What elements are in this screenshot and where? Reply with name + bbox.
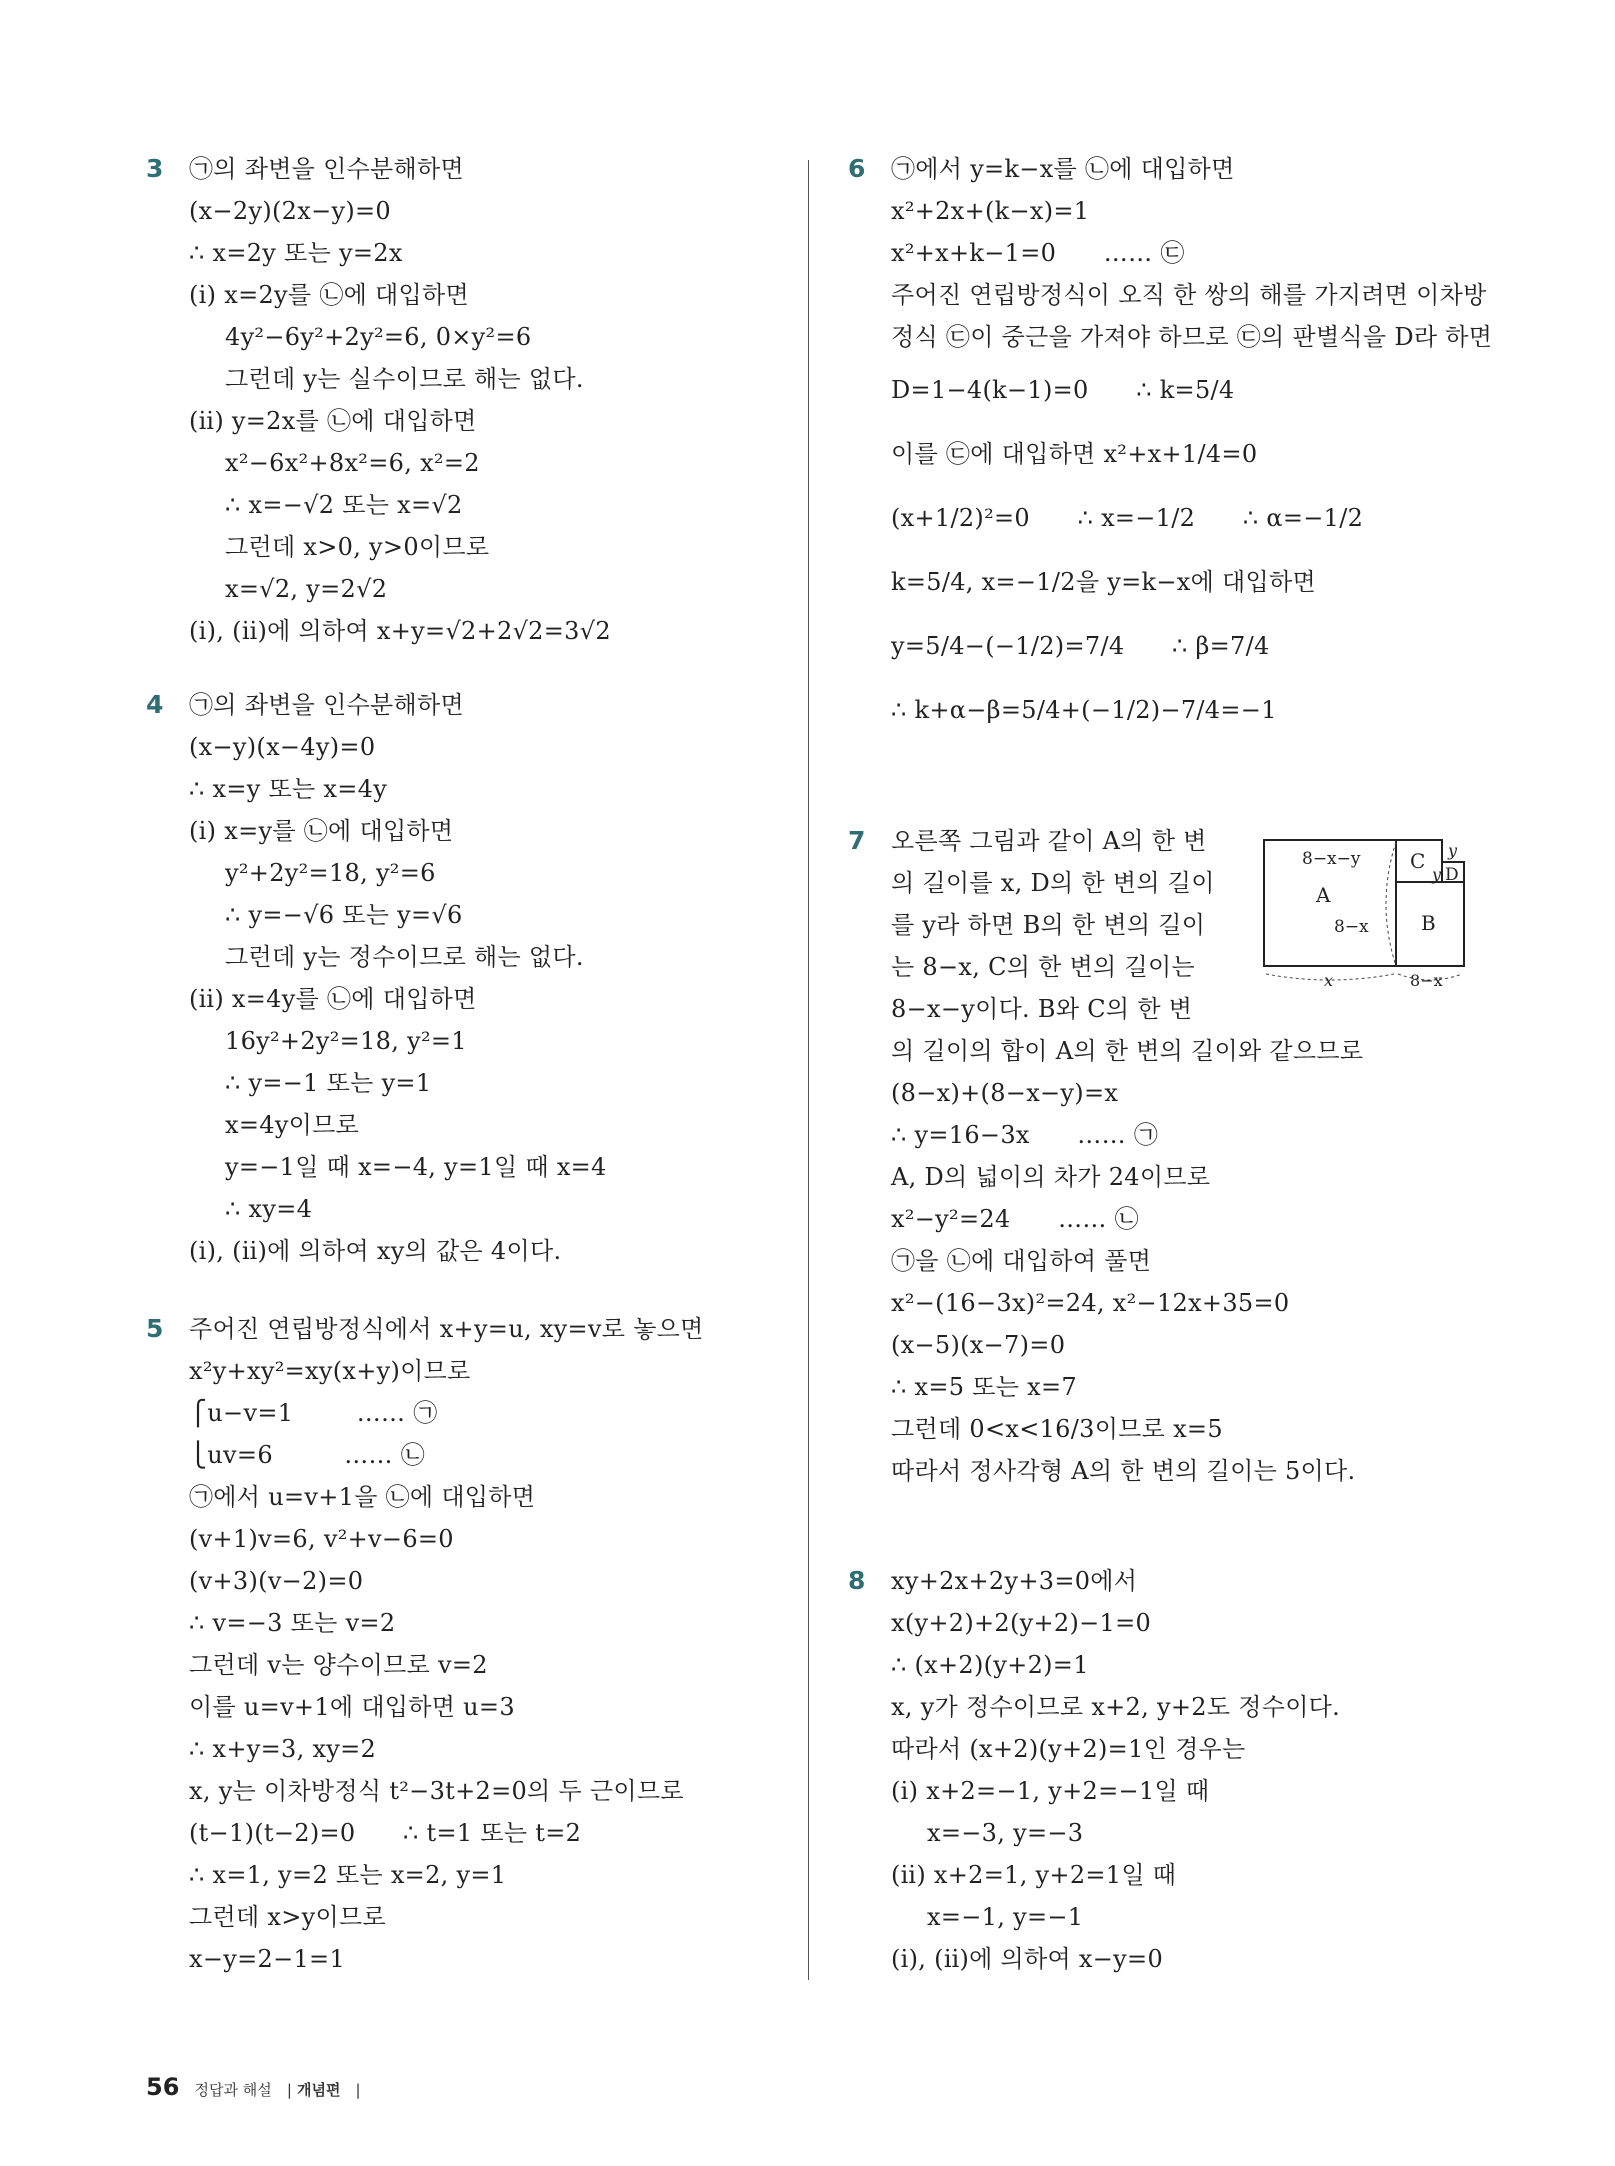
solution-line: x, y가 정수이므로 x+2, y+2도 정수이다. <box>891 1693 1341 1721</box>
solution-line: ∴ x=1, y=2 또는 x=2, y=1 <box>189 1861 507 1889</box>
solution-line: (v+3)(v−2)=0 <box>189 1567 364 1595</box>
footer-separator: | <box>355 2081 361 2099</box>
solution-line: ㉠에서 u=v+1을 ㉡에 대입하면 <box>189 1483 536 1511</box>
section-name: 개념편 <box>296 2081 341 2099</box>
solution-line: 오른쪽 그림과 같이 A의 한 변 <box>891 827 1207 855</box>
solution-line: (x+1/2)²=0 ∴ x=−1/2 ∴ α=−1/2 <box>891 504 1364 532</box>
solution-line: 의 길이를 x, D의 한 변의 길이 <box>891 869 1215 897</box>
solution-line: y=5/4−(−1/2)=7/4 ∴ β=7/4 <box>891 632 1270 660</box>
solution-line: ㉠의 좌변을 인수분해하면 <box>189 155 464 183</box>
solution-line: ∴ x=−√2 또는 x=√2 <box>225 491 463 519</box>
solution-line: 그런데 y는 실수이므로 해는 없다. <box>225 365 584 393</box>
problem-5 <box>146 1308 786 1980</box>
solution-line: x²y+xy²=xy(x+y)이므로 <box>189 1357 471 1385</box>
solution-line: 8−x−y이다. B와 C의 한 변 <box>891 995 1193 1023</box>
solution-line: x−y=2−1=1 <box>189 1945 346 1973</box>
solution-line: (ⅰ) x=2y를 ㉡에 대입하면 <box>189 281 469 309</box>
solution-line: A, D의 넓이의 차가 24이므로 <box>891 1163 1211 1191</box>
solution-line: 이를 u=v+1에 대입하면 u=3 <box>189 1693 515 1721</box>
label-bottom-8-x: 8−x <box>1410 971 1443 990</box>
solution-line: x=√2, y=2√2 <box>225 575 388 603</box>
left-column <box>146 148 786 1980</box>
solution-line: ㉠의 좌변을 인수분해하면 <box>189 691 464 719</box>
solution-line: 따라서 (x+2)(y+2)=1인 경우는 <box>891 1735 1246 1763</box>
solution-line: ∴ k+α−β=5/4+(−1/2)−7/4=−1 <box>891 696 1277 724</box>
label-A: A <box>1316 883 1331 907</box>
solution-line: ㉠에서 y=k−x를 ㉡에 대입하면 <box>891 155 1235 183</box>
solution-line: (ⅰ) x=y를 ㉡에 대입하면 <box>189 817 454 845</box>
problem-7 <box>848 820 1488 1520</box>
solution-line: (ⅰ), (ⅱ)에 의하여 x−y=0 <box>891 1945 1164 1973</box>
solution-line: ∴ x=y 또는 x=4y <box>189 775 388 803</box>
label-B: B <box>1421 911 1436 935</box>
solution-line: 의 길이의 합이 A의 한 변의 길이와 같으므로 <box>891 1037 1364 1065</box>
problem-number: 6 <box>848 154 866 183</box>
problem-8 <box>848 1560 1488 1980</box>
solution-line: (ⅱ) x+2=1, y+2=1일 때 <box>891 1861 1177 1889</box>
solution-line: ∴ y=−√6 또는 y=√6 <box>225 901 463 929</box>
solution-line: x²+2x+(k−x)=1 <box>891 197 1090 225</box>
problem-3 <box>146 148 786 645</box>
label-D: D <box>1445 865 1459 885</box>
solution-line: 4y²−6y²+2y²=6, 0×y²=6 <box>225 323 532 351</box>
page-footer <box>146 2073 361 2101</box>
right-column <box>848 148 1493 1980</box>
solution-line: 그런데 x>y이므로 <box>189 1903 386 1931</box>
solution-line: ㉠을 ㉡에 대입하여 풀면 <box>891 1247 1152 1275</box>
label-y-top: y <box>1448 841 1458 860</box>
solution-line: x(y+2)+2(y+2)−1=0 <box>891 1609 1152 1637</box>
problem-6 <box>848 148 1493 748</box>
solution-line: (ⅰ), (ⅱ)에 의하여 x+y=√2+2√2=3√2 <box>189 617 611 645</box>
label-bottom-x: x <box>1324 971 1334 990</box>
problem-number: 4 <box>146 690 164 719</box>
solution-line: x²−6x²+8x²=6, x²=2 <box>225 449 480 477</box>
solution-line: ∴ xy=4 <box>225 1195 313 1223</box>
solution-line: (x−5)(x−7)=0 <box>891 1331 1066 1359</box>
label-y-left: y <box>1432 865 1442 884</box>
solution-line: (v+1)v=6, v²+v−6=0 <box>189 1525 454 1553</box>
solution-line: x²−y²=24 …… ㉡ <box>891 1205 1139 1233</box>
solution-line: 16y²+2y²=18, y²=1 <box>225 1027 467 1055</box>
solution-line: 이를 ㉢에 대입하면 x²+x+1/4=0 <box>891 440 1258 468</box>
page-number: 56 <box>146 2073 180 2101</box>
solution-line: ∴ y=−1 또는 y=1 <box>225 1069 432 1097</box>
solution-line: ∴ x+y=3, xy=2 <box>189 1735 377 1763</box>
solution-line: 그런데 y는 정수이므로 해는 없다. <box>225 943 584 971</box>
solution-line: (x−2y)(2x−y)=0 <box>189 197 391 225</box>
solution-line: (x−y)(x−4y)=0 <box>189 733 376 761</box>
solution-line: ⎧u−v=1 …… ㉠ <box>189 1399 438 1427</box>
solution-line: 따라서 정사각형 A의 한 변의 길이는 5이다. <box>891 1457 1356 1485</box>
solution-line: 그런데 0<x<16/3이므로 x=5 <box>891 1415 1223 1443</box>
solution-line: 그런데 v는 양수이므로 v=2 <box>189 1651 488 1679</box>
solution-line: x=−3, y=−3 <box>927 1819 1084 1847</box>
solution-line: x²+x+k−1=0 …… ㉢ <box>891 239 1185 267</box>
solution-line: 는 8−x, C의 한 변의 길이는 <box>891 953 1195 981</box>
solution-line: x, y는 이차방정식 t²−3t+2=0의 두 근이므로 <box>189 1777 684 1805</box>
solution-line: ∴ x=2y 또는 y=2x <box>189 239 403 267</box>
solution-line: 주어진 연립방정식이 오직 한 쌍의 해를 가지려면 이차방 <box>891 281 1487 309</box>
problem-4 <box>146 684 786 1272</box>
solution-line: x=−1, y=−1 <box>927 1903 1084 1931</box>
squares-figure <box>1258 834 1528 990</box>
solution-line: (ⅱ) y=2x를 ㉡에 대입하면 <box>189 407 477 435</box>
solution-line: ∴ x=5 또는 x=7 <box>891 1373 1077 1401</box>
solution-line: D=1−4(k−1)=0 ∴ k=5/4 <box>891 376 1235 404</box>
solution-line: 정식 ㉢이 중근을 가져야 하므로 ㉢의 판별식을 D라 하면 <box>891 323 1493 351</box>
solution-line: (ⅰ) x+2=−1, y+2=−1일 때 <box>891 1777 1210 1805</box>
solution-line: (ⅱ) x=4y를 ㉡에 대입하면 <box>189 985 477 1013</box>
book-title: 정답과 해설 <box>194 2081 272 2099</box>
solution-line: k=5/4, x=−1/2을 y=k−x에 대입하면 <box>891 568 1316 596</box>
problem-number: 3 <box>146 154 164 183</box>
footer-separator: | <box>286 2081 292 2099</box>
solution-line: ∴ v=−3 또는 v=2 <box>189 1609 396 1637</box>
dashed-arc <box>1386 842 1396 966</box>
solution-line: x²−(16−3x)²=24, x²−12x+35=0 <box>891 1289 1290 1317</box>
problem-number: 5 <box>146 1314 164 1343</box>
solution-line: ⎩uv=6 …… ㉡ <box>189 1441 426 1469</box>
solution-line: xy+2x+2y+3=0에서 <box>891 1567 1138 1595</box>
solution-line: (8−x)+(8−x−y)=x <box>891 1079 1119 1107</box>
solution-line: ∴ y=16−3x …… ㉠ <box>891 1121 1159 1149</box>
solution-line: 주어진 연립방정식에서 x+y=u, xy=v로 놓으면 <box>189 1315 704 1343</box>
solution-line: ∴ (x+2)(y+2)=1 <box>891 1651 1089 1679</box>
solution-line: y²+2y²=18, y²=6 <box>225 859 436 887</box>
solution-line: (t−1)(t−2)=0 ∴ t=1 또는 t=2 <box>189 1819 582 1847</box>
column-divider <box>808 160 809 1980</box>
solution-line: x=4y이므로 <box>225 1111 360 1139</box>
solution-line: 그런데 x>0, y>0이므로 <box>225 533 490 561</box>
solution-line: 를 y라 하면 B의 한 변의 길이 <box>891 911 1206 939</box>
problem-number: 7 <box>848 826 866 855</box>
label-C: C <box>1410 849 1426 873</box>
problem-number: 8 <box>848 1566 866 1595</box>
label-8-x: 8−x <box>1334 917 1369 937</box>
solution-line: (ⅰ), (ⅱ)에 의하여 xy의 값은 4이다. <box>189 1237 562 1265</box>
solution-line: y=−1일 때 x=−4, y=1일 때 x=4 <box>225 1153 607 1181</box>
label-8-x-y: 8−x−y <box>1302 849 1361 869</box>
